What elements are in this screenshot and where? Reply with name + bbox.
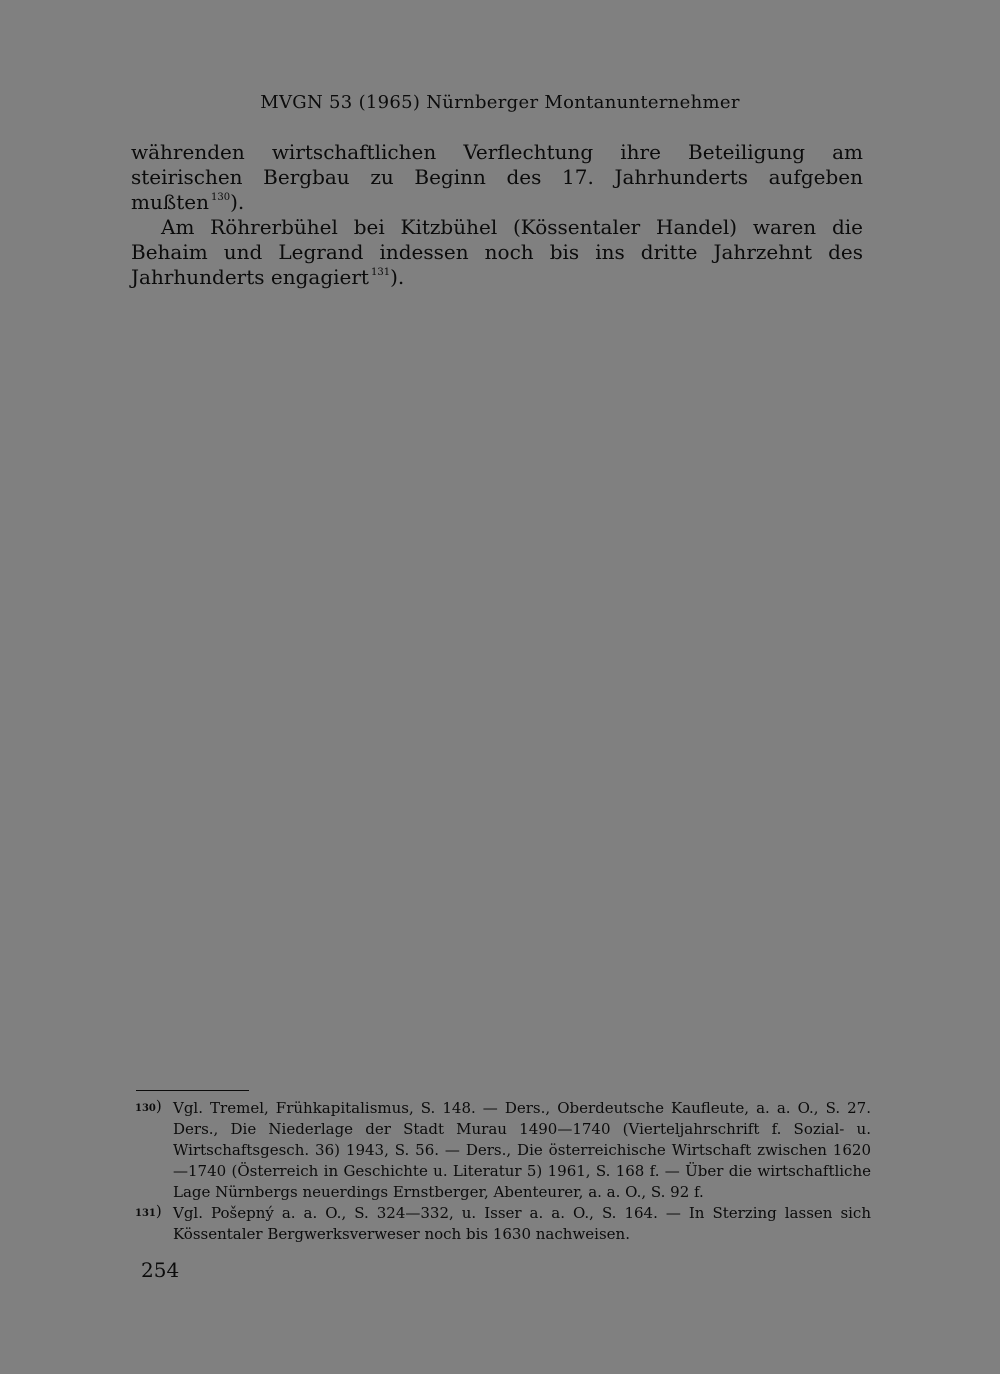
footnotes	[133, 1098, 871, 1245]
running-header: MVGN 53 (1965) Nürnberger Montanunternehmer	[260, 92, 740, 113]
footnote-ref[interactable]: 130	[210, 192, 231, 203]
footnote-paren: )	[155, 1097, 162, 1115]
footnote-131	[133, 1203, 871, 1245]
footnote-text: Vgl. Pošepný a. a. O., S. 324—332, u. Isser a. a. O., S. 164. — In Sterzing lassen sich Kössentaler Bergwerksverweser noch bis 1630 nachweisen.	[173, 1204, 871, 1243]
paragraph-tail: ).	[230, 190, 245, 214]
footnote-separator	[136, 1090, 249, 1091]
footnote-number-value: 130	[135, 1103, 156, 1114]
paragraph-tail: ).	[390, 265, 405, 289]
footnote-number	[135, 1096, 162, 1119]
footnote-ref[interactable]: 131	[370, 267, 391, 278]
page-number: 254	[141, 1258, 180, 1282]
footnote-paren: )	[155, 1202, 162, 1220]
body-text	[131, 140, 863, 290]
footnote-number	[135, 1201, 162, 1224]
paragraph-2	[131, 215, 863, 290]
paragraph-text: währenden wirtschaftlichen Verflechtung ihre Beteiligung am steirischen Bergbau zu Beginn des 17. Jahrhunderts aufgeben mußten	[131, 140, 863, 214]
footnote-text: Vgl. Tremel, Frühkapitalismus, S. 148. — Ders., Oberdeutsche Kaufleute, a. a. O., S. 27. Ders., Die Niederlage der Stadt Murau 1490—1740 (Vierteljahrschrift f. Sozial- u. Wirtschaftsgesch. 36) 1943, S. 56. — Ders., Die österreichische Wirtschaft zwischen 1620—1740 (Österreich in Geschichte u. Literatur 5) 1961, S. 168 f. — Über die wirtschaftliche Lage Nürnbergs neuerdings Ernstberger, Abenteurer, a. a. O., S. 92 f.	[173, 1099, 871, 1201]
paragraph-text: Am Röhrerbühel bei Kitzbühel (Kössentaler Handel) waren die Behaim und Legrand indessen noch bis ins dritte Jahrzehnt des Jahrhunderts engagiert	[131, 215, 863, 289]
paragraph-1	[131, 140, 863, 215]
footnote-number-value: 131	[135, 1208, 156, 1219]
footnote-130	[133, 1098, 871, 1203]
